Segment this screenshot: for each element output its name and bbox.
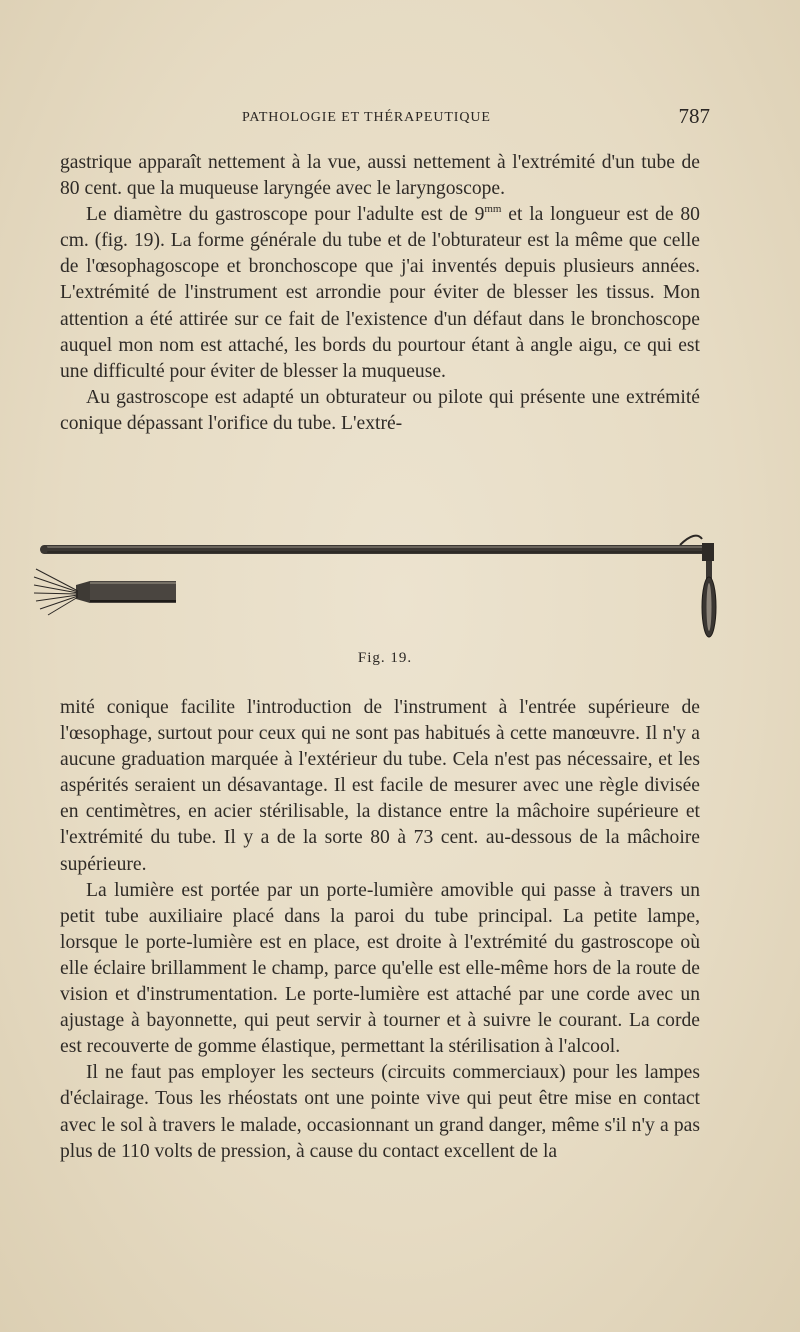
light-carrier-wire [680,536,702,545]
paragraph [60,202,700,385]
paragraph-text: et la longueur est de 80 cm. (fig. 19). La forme générale du tube et de l'obturateur est la même que celle de l'œsophagoscope et bronchoscope que j'ai inventés depuis plusieurs années. L'extrémité de l'instrument est arrondie pour éviter de blesser les tissus. Mon attention a été attirée sur ce fait de l'existence d'un défaut dans le bronchoscope auquel mon nom est attaché, les bords du pourtour étant à angle aigu, ce qui est une difficulté pour éviter de blesser la muqueuse. [60,204,700,382]
text-block-bottom [60,695,700,1165]
paragraph-text: Le diamètre du gastroscope pour l'adulte est de 9 [86,204,485,226]
paragraph: gastrique apparaît nettement à la vue, aussi nettement à l'extrémité d'un tube de 80 cent. que la muqueuse laryngée avec le laryngoscope. [60,152,700,200]
page-header [60,104,710,134]
text-block-top [60,150,700,437]
paragraph: La lumière est portée par un porte-lumière amovible qui passe à travers un petit tube auxiliaire placé dans la paroi du tube principal. La petite lampe, lorsque le porte-lumière est en place, est droite à l'extrémité du gastroscope où elle éclaire brillamment le champ, parce qu'elle est elle-même hors de la route de vision et d'instrumentation. Le porte-lumière est attaché par une corde avec un ajustage à bayonnette, qui peut servir à tourner et à suivre le courant. La corde est recouverte de gomme élastique, permettant la stérilisation à l'alcool. [60,879,700,1058]
tube-coupling [702,543,714,561]
paragraph: Au gastroscope est adapté un obturateur ou pilote qui présente une extrémité conique dépassant l'orifice du tube. L'extré- [60,386,700,434]
obturator-conical-tip [76,581,90,603]
obturator-body [90,581,176,603]
unit-superscript: mm [484,203,502,216]
gastroscope-illustration [30,525,730,645]
running-head: PATHOLOGIE ET THÉRAPEUTIQUE [242,110,491,125]
tube-tip [40,545,48,554]
handle-grip-highlight [707,583,712,631]
paragraph: mité conique facilite l'introduction de l'instrument à l'entrée supérieure de l'œsophage, surtout pour ceux qui ne sont pas habitués à cette manœuvre. Il n'y a aucune graduation marquée à l'extérieur du tube. Cela n'est pas nécessaire, et les aspérités seraient un désavantage. Il est facile de mesurer avec une règle divisée en centimètres, en acier stérilisable, la distance entre la mâchoire supérieure et l'extrémité du tube. Il y a de la sorte 80 à 73 cent. au-dessous de la mâchoire supérieure. [60,697,700,875]
gastroscope-figure [30,525,730,645]
wire-bundle [34,569,78,615]
paragraph: Il ne faut pas employer les secteurs (circuits commerciaux) pour les lampes d'éclairage. Tous les rhéostats ont une pointe vive qui peut être mise en contact avec le sol à travers le malade, occasionnant un grand danger, même s'il n'y a pas plus de 110 volts de pression, à cause du contact excellent de la [60,1062,700,1162]
gastroscope-tube [44,545,704,554]
figure-caption: Fig. 19. [357,650,413,666]
page-number: 787 [678,104,710,128]
